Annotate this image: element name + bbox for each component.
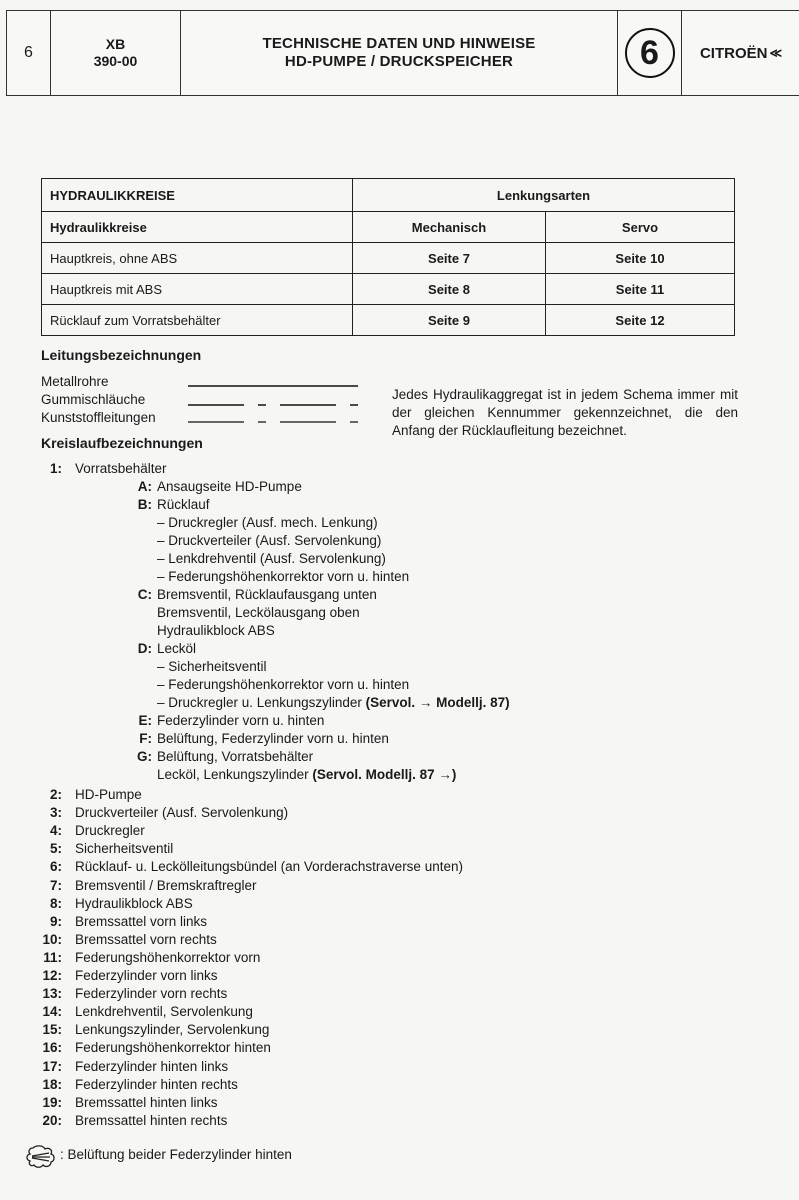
brand-name: CITROËN [699,44,768,62]
item-number: 1: [49,461,62,476]
row-servo-page: Seite 11 [546,274,735,305]
item-label: Druckverteiler (Ausf. Servolenkung) [75,805,289,820]
model-year-note: (Servol. Modellj. 87 →) [312,767,457,782]
sub-detail [157,694,510,712]
table-group-header: Lenkungsarten [353,179,735,212]
sub-detail [157,766,456,784]
sub-key: A: [137,479,152,494]
item-number: 15: [42,1022,62,1037]
chevron-logo-icon: ≪ [769,46,783,60]
sub-detail-text: Lecköl, Lenkungszylinder [157,767,309,782]
chapter-badge [618,11,682,95]
item-label: Federzylinder vorn rechts [75,986,228,1001]
item-label: Federungshöhenkorrektor vorn [75,950,261,965]
page-title [181,11,618,95]
lines-section-title: Leitungsbezeichnungen [41,347,202,363]
line-type-metal: Metallrohre [41,374,109,389]
table-row [42,243,735,274]
item-number: 17: [42,1059,62,1074]
model-code: XB [105,36,126,52]
item-number: 13: [42,986,62,1001]
item-label: Federzylinder hinten rechts [75,1077,238,1092]
row-label: Hauptkreis, ohne ABS [42,243,353,274]
item-number: 8: [49,896,62,911]
row-servo-page: Seite 12 [546,305,735,336]
item-number: 11: [43,950,62,965]
table-section-title: HYDRAULIKKREISE [42,179,353,212]
row-label: Rücklauf zum Vorratsbehälter [42,305,353,336]
circuits-section-title: Kreislaufbezeichnungen [41,435,203,451]
sub-key: E: [138,713,152,728]
sub-label: Lecköl [157,641,197,656]
sub-detail: Bremsventil, Leckölausgang oben [157,605,360,620]
document-code [51,11,181,95]
sub-key: G: [137,749,152,764]
item-label: Druckregler [75,823,145,838]
sub-detail: – Lenkdrehventil (Ausf. Servolenkung) [157,551,386,566]
item-label: Bremssattel vorn rechts [75,932,217,947]
sub-label: Rücklauf [157,497,210,512]
sub-detail: Hydraulikblock ABS [157,623,275,638]
row-mech-page: Seite 9 [353,305,546,336]
title-line-1: TECHNISCHE DATEN UND HINWEISE [262,35,536,52]
item-label: Lenkungszylinder, Servolenkung [75,1022,270,1037]
item-label: Federzylinder vorn links [75,968,218,983]
item-label: Federzylinder hinten links [75,1059,229,1074]
line-type-rubber: Gummischläuche [41,392,146,407]
sub-label: Belüftung, Federzylinder vorn u. hinten [157,731,389,746]
sub-detail: – Federungshöhenkorrektor vorn u. hinten [157,569,410,584]
sub-label: Ansaugseite HD-Pumpe [157,479,302,494]
page-header [6,10,799,96]
item-number: 20: [42,1113,62,1128]
item-number: 10: [42,932,62,947]
row-mech-page: Seite 8 [353,274,546,305]
row-mech-page: Seite 7 [353,243,546,274]
sub-label: Bremsventil, Rücklaufausgang unten [157,587,377,602]
item-number: 7: [49,878,62,893]
chapter-number: 6 [625,28,675,78]
item-number: 19: [42,1095,62,1110]
note-text: Jedes Hydraulikaggregat ist in jedem Schema immer mit der gleichen Kennummer gekennzeichnet, die den Anfang der Rücklaufleitung bezeichnet. [392,387,738,438]
vent-symbol-icon [25,1142,59,1170]
item-label: Bremssattel hinten links [75,1095,218,1110]
item-label: Bremssattel vorn links [75,914,208,929]
sub-label: Belüftung, Vorratsbehälter [157,749,314,764]
title-line-2: HD-PUMPE / DRUCKSPEICHER [284,53,514,70]
table-col-mechanisch: Mechanisch [353,212,546,243]
brand-logo [682,11,799,95]
model-year-note: (Servol. → Modellj. 87) [365,695,510,710]
item-number: 2: [49,787,62,802]
sub-key: F: [139,731,152,746]
sub-detail: – Sicherheitsventil [157,659,267,674]
item-label: Bremsventil / Bremskraftregler [75,878,257,893]
item-number: 12: [42,968,62,983]
item-number: 6: [49,859,62,874]
row-servo-page: Seite 10 [546,243,735,274]
sub-detail-text: – Druckregler u. Lenkungszylinder [157,695,362,710]
item-label: HD-Pumpe [75,787,142,802]
sub-label: Federzylinder vorn u. hinten [157,713,325,728]
item-number: 14: [42,1004,62,1019]
item-label: Federungshöhenkorrektor hinten [75,1040,271,1055]
item-label: Bremssattel hinten rechts [75,1113,228,1128]
item-label: Sicherheitsventil [75,841,174,856]
table-row [42,274,735,305]
page-number: 6 [7,11,51,95]
sub-key: D: [137,641,152,656]
item-number: 18: [42,1077,62,1092]
table-col-header: Hydraulikkreise [42,212,353,243]
item-number: 5: [49,841,62,856]
item-number: 3: [49,805,62,820]
table-row [42,305,735,336]
line-type-plastic: Kunststoffleitungen [41,410,156,425]
item-label: Hydraulikblock ABS [75,896,193,911]
sub-detail: – Druckverteiler (Ausf. Servolenkung) [157,533,382,548]
item-label: Vorratsbehälter [75,461,167,476]
row-label: Hauptkreis mit ABS [42,274,353,305]
item-number: 16: [42,1040,62,1055]
doc-number: 390-00 [93,53,138,69]
table-col-servo: Servo [546,212,735,243]
item-number: 4: [49,823,62,838]
hydraulic-circuits-table [41,178,735,336]
item-label: Rücklauf- u. Leckölleitungsbündel (an Vorderachstraverse unten) [75,859,463,874]
item-number: 9: [49,914,62,929]
line-legend-symbols [188,378,358,428]
item-label: Lenkdrehventil, Servolenkung [75,1004,253,1019]
sub-key: C: [137,587,152,602]
vent-symbol-label: : Belüftung beider Federzylinder hinten [60,1147,292,1162]
sub-detail: – Druckregler (Ausf. mech. Lenkung) [157,515,378,530]
sub-key: B: [137,497,152,512]
sub-detail: – Federungshöhenkorrektor vorn u. hinten [157,677,410,692]
